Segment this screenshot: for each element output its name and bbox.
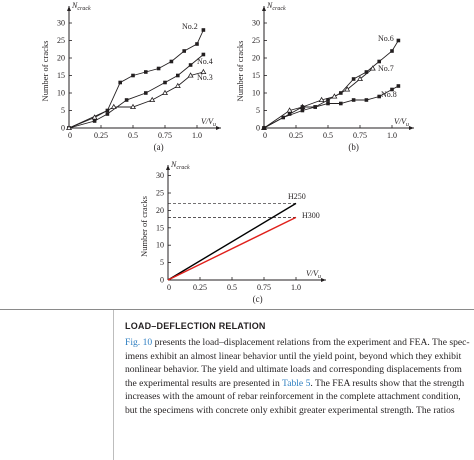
data-point-square	[176, 74, 180, 78]
series-line	[168, 203, 296, 280]
series-label: No.6	[378, 34, 394, 43]
x-tick-label: 0.5	[227, 283, 237, 292]
y-symbol-sub: crack	[77, 6, 91, 12]
y-tick-label: 5	[256, 106, 260, 115]
data-point-square	[397, 84, 401, 88]
data-point-square	[157, 67, 161, 71]
section-heading: LOAD–DEFLECTION RELATION	[125, 321, 266, 331]
y-axis-symbol	[170, 160, 190, 171]
y-tick-label: 30	[252, 18, 260, 28]
series-line	[264, 41, 398, 129]
paragraph-line	[125, 377, 474, 391]
x-label-sub: u	[318, 274, 321, 280]
y-axis-label: Number of cracks	[40, 40, 50, 102]
x-label-main: V/V	[306, 269, 318, 278]
series-label: H250	[288, 192, 306, 201]
column-gutter-line	[113, 310, 114, 460]
paragraph-line	[125, 390, 474, 404]
y-tick-label: 10	[57, 88, 65, 98]
data-point-square	[301, 109, 305, 113]
series-label: H300	[302, 211, 320, 220]
x-tick-label: 0	[263, 131, 267, 140]
y-axis-label: Number of cracks	[235, 40, 245, 102]
data-point-square	[182, 49, 186, 53]
panel-label: (c)	[252, 294, 263, 304]
series-line	[168, 217, 296, 280]
x-label-main: V/V	[201, 117, 213, 126]
panel-label: (b)	[348, 142, 359, 152]
series-line	[69, 72, 203, 128]
y-tick-label: 20	[57, 53, 65, 63]
data-point-square	[170, 60, 174, 64]
paragraph-line	[125, 350, 474, 364]
data-point-square	[93, 119, 97, 123]
series-line	[69, 55, 203, 129]
paragraph-text: imens exhibit an almost linear behavior until the yield point, beyond which they exhibit	[125, 350, 462, 362]
data-point-square	[352, 77, 356, 81]
y-tick-label: 10	[156, 240, 164, 250]
y-tick-label: 5	[160, 258, 164, 268]
data-point-triangle	[287, 108, 292, 112]
paragraph-text: increases with the amount of rebar reinforcement in the complete attachment condition,	[125, 391, 461, 403]
x-tick-label: 0.5	[323, 131, 333, 140]
y-tick-label: 20	[156, 205, 164, 215]
data-point-triangle	[371, 66, 376, 70]
x-tick-label: 0.75	[353, 131, 367, 140]
y-tick-label: 25	[156, 188, 164, 198]
y-tick-label: 25	[57, 36, 65, 45]
x-axis-label	[306, 269, 321, 280]
x-axis-label	[201, 117, 216, 128]
data-point-square	[106, 112, 110, 116]
x-axis-arrow	[409, 126, 414, 130]
paragraph-line	[125, 363, 474, 377]
chart-panel-2	[235, 1, 414, 152]
data-point-square	[352, 98, 356, 102]
data-point-square	[377, 60, 381, 64]
data-point-square	[288, 112, 292, 116]
y-tick-label: 20	[252, 53, 260, 63]
series-line	[264, 86, 398, 128]
x-tick-label: 0.5	[128, 131, 138, 140]
paragraph-text: . The FEA results show that the strength	[310, 377, 465, 389]
x-tick-label: 1.0	[291, 283, 301, 292]
data-point-square	[195, 42, 199, 46]
x-label-main: V/V	[394, 117, 406, 126]
y-symbol-sub: crack	[176, 165, 190, 171]
paragraph-line	[125, 336, 474, 350]
chart-panel-3	[139, 160, 326, 304]
y-axis-label: Number of cracks	[139, 196, 149, 257]
x-tick-label: 0.75	[257, 283, 271, 292]
y-tick-label: 0	[61, 123, 65, 133]
paragraph-line	[125, 404, 474, 418]
y-tick-label: 0	[256, 123, 260, 133]
y-tick-label: 15	[57, 71, 65, 80]
figure-reference-link[interactable]: Fig. 10	[125, 337, 153, 348]
y-tick-label: 15	[252, 71, 260, 80]
series-label: No.8	[381, 90, 397, 99]
x-axis-arrow	[216, 126, 221, 130]
data-point-square	[326, 102, 330, 106]
data-point-triangle	[319, 98, 324, 102]
x-tick-label: 1.0	[192, 131, 202, 140]
x-label-sub: u	[406, 122, 409, 128]
y-tick-label: 15	[156, 223, 164, 233]
y-axis-arrow	[262, 6, 266, 11]
section-divider	[0, 309, 474, 310]
data-point-triangle	[112, 105, 117, 109]
data-point-square	[365, 98, 369, 102]
body-paragraph	[125, 336, 474, 418]
data-point-square	[397, 39, 401, 43]
y-symbol-main: N	[267, 1, 273, 10]
paragraph-text: nonlinear behavior. The yield and ultimate loads and corresponding displacements from	[125, 364, 462, 376]
y-tick-label: 5	[61, 106, 65, 115]
figure-reference-link[interactable]: Table 5	[282, 377, 311, 389]
y-axis-arrow	[166, 165, 170, 170]
data-point-triangle	[150, 98, 155, 102]
paragraph-text: the experimental results are presented in	[125, 377, 282, 389]
data-point-square	[301, 105, 305, 109]
series-line	[69, 30, 203, 128]
data-point-square	[163, 81, 167, 85]
data-point-square	[313, 105, 317, 109]
x-tick-label: 0.25	[193, 283, 207, 292]
y-tick-label: 25	[252, 36, 260, 45]
series-label: No.3	[197, 73, 213, 82]
data-point-square	[390, 49, 394, 53]
data-point-square	[262, 126, 266, 130]
x-axis-arrow	[321, 278, 326, 282]
data-point-square	[144, 70, 148, 74]
data-point-square	[189, 63, 193, 67]
x-tick-label: 0.25	[289, 131, 303, 140]
data-point-triangle	[163, 91, 168, 95]
y-axis-arrow	[67, 6, 71, 11]
y-symbol-main: N	[72, 1, 78, 10]
x-label-sub: u	[213, 122, 216, 128]
y-axis-symbol	[71, 1, 91, 12]
chart-panel-1	[40, 1, 221, 152]
data-point-square	[131, 74, 135, 78]
y-tick-label: 10	[252, 88, 260, 98]
data-point-triangle	[332, 94, 337, 98]
data-point-triangle	[188, 73, 193, 77]
x-axis-label	[394, 117, 409, 128]
y-symbol-main: N	[171, 160, 177, 169]
x-tick-label: 0.75	[158, 131, 172, 140]
x-tick-label: 0	[167, 283, 171, 292]
data-point-square	[202, 28, 206, 32]
data-point-square	[202, 53, 206, 57]
paragraph-text: but the specimens with concrete only exhibit greater experimental strength. The ratios	[125, 404, 455, 416]
data-point-square	[125, 98, 129, 102]
data-point-square	[144, 91, 148, 95]
series-label: No.4	[197, 57, 213, 66]
x-tick-label: 1.0	[387, 131, 397, 140]
series-label: No.7	[378, 64, 394, 73]
x-tick-label: 0.25	[94, 131, 108, 140]
y-symbol-sub: crack	[272, 6, 286, 12]
x-tick-label: 0	[68, 131, 72, 140]
y-tick-label: 30	[156, 171, 164, 181]
y-tick-label: 0	[160, 275, 164, 285]
series-label: No.2	[182, 22, 198, 31]
load-deflection-section	[125, 320, 474, 418]
y-tick-label: 30	[57, 18, 65, 28]
data-point-square	[118, 81, 122, 85]
paragraph-text: presents the load–displacement relations from the experiment and FEA. The spec-	[152, 337, 470, 348]
data-point-triangle	[131, 105, 136, 109]
y-axis-symbol	[266, 1, 286, 12]
panel-label: (a)	[153, 142, 164, 152]
data-point-square	[339, 102, 343, 106]
